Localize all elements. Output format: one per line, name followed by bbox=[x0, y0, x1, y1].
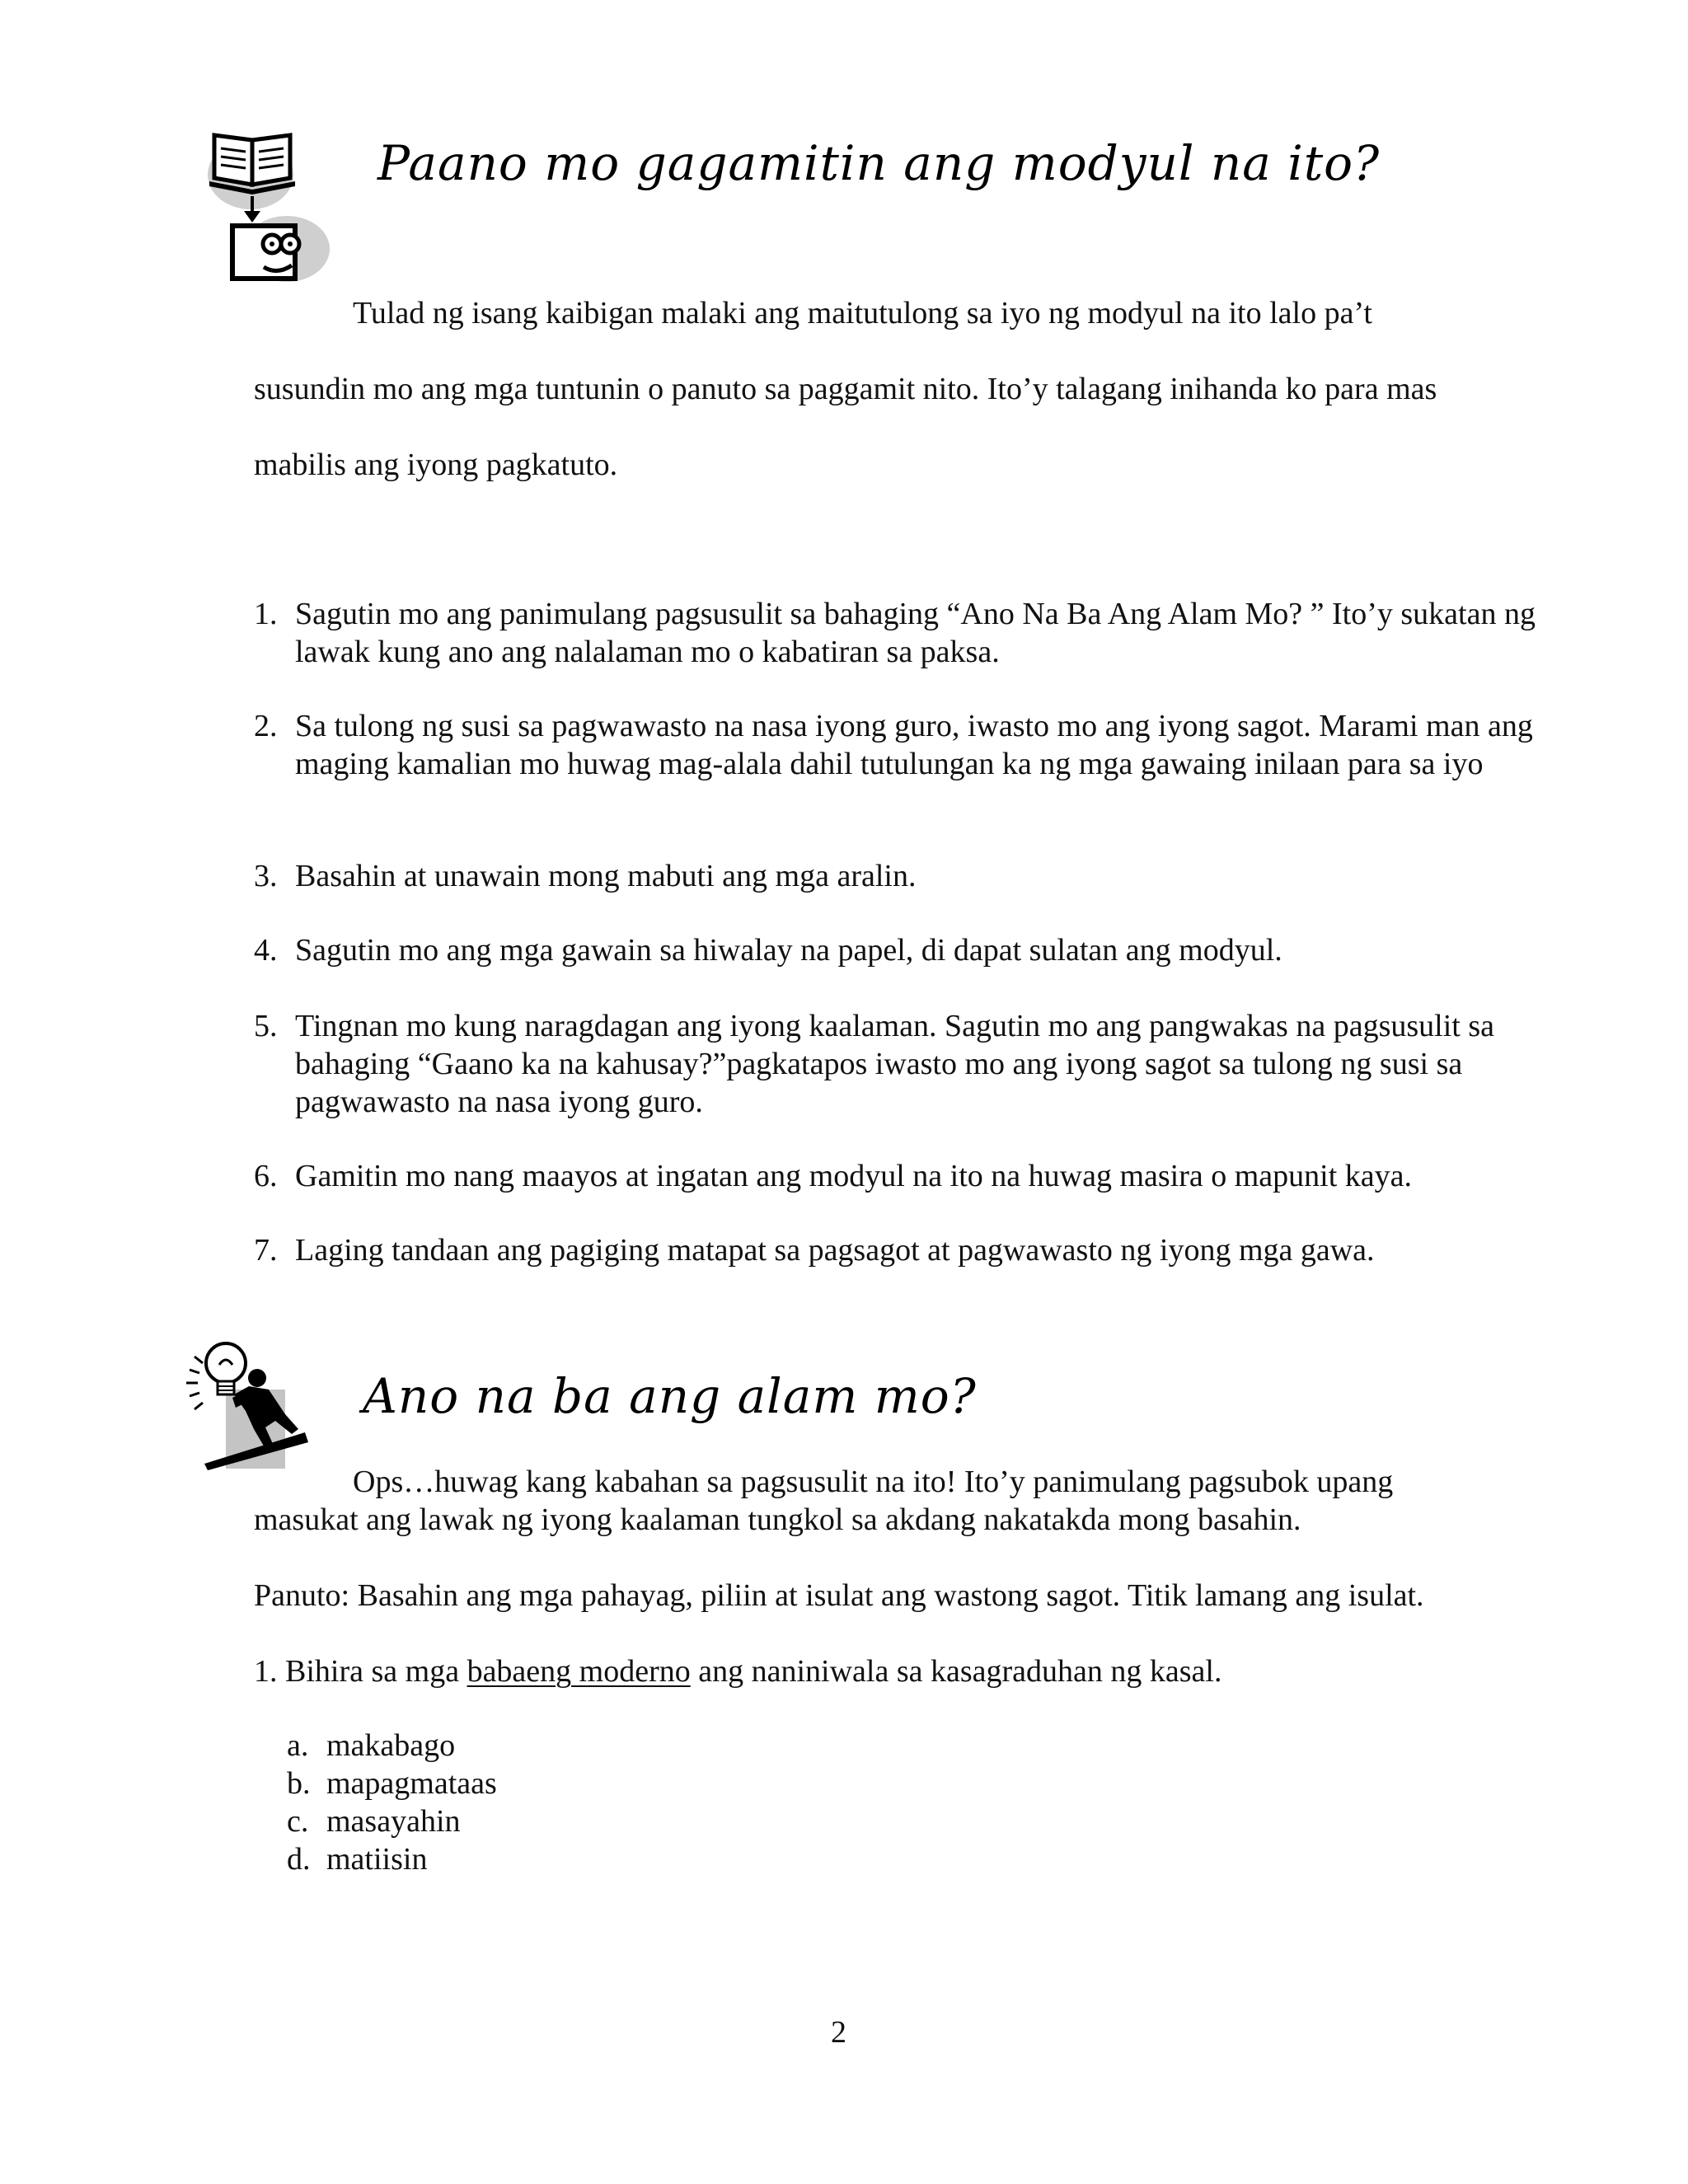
step-number: 6. bbox=[254, 1159, 278, 1193]
intro-line-1: Tulad ng isang kaibigan malaki ang maitutulong sa iyo ng modyul na ito lalo pa’t bbox=[353, 296, 1372, 330]
choice-d bbox=[287, 1841, 427, 1877]
step-text: Basahin at unawain mong mabuti ang mga aralin. bbox=[295, 859, 917, 893]
test-instructions: Panuto: Basahin ang mga pahayag, piliin at isulat ang wastong sagot. Titik lamang ang isulat. bbox=[254, 1578, 1424, 1613]
step-number: 1. bbox=[254, 597, 278, 631]
step-text: Gamitin mo nang maayos at ingatan ang modyul na ito na huwag masira o mapunit kaya. bbox=[295, 1159, 1413, 1193]
choice-c bbox=[287, 1803, 461, 1840]
choice-letter: a. bbox=[287, 1728, 309, 1763]
choice-text: makabago bbox=[326, 1728, 456, 1763]
step-number: 4. bbox=[254, 933, 278, 968]
page-number: 2 bbox=[831, 2015, 846, 2050]
intro-line-2: susundin mo ang mga tuntunin o panuto sa paggamit nito. Ito’y talagang inihanda ko para mas bbox=[254, 372, 1437, 406]
section-heading-usage: Paano mo gagamitin ang modyul na ito? bbox=[377, 135, 1381, 191]
pretest-intro-line-2: masukat ang lawak ng iyong kaalaman tungkol sa akdang nakatakda mong basahin. bbox=[254, 1502, 1301, 1537]
step-text: Sagutin mo ang panimulang pagsusulit sa bahaging “Ano Na Ba Ang Alam Mo? ” Ito’y sukatan ng lawak kung ano ang nalalaman mo o kabatiran sa paksa. bbox=[295, 597, 1536, 669]
choice-letter: c. bbox=[287, 1804, 309, 1839]
step-text: Sagutin mo ang mga gawain sa hiwalay na papel, di dapat sulatan ang modyul. bbox=[295, 933, 1282, 968]
pretest-intro-line-1: Ops…huwag kang kabahan sa pagsusulit na ito! Ito’y panimulang pagsubok upang bbox=[353, 1465, 1394, 1499]
section-heading-pretest: Ano na ba ang alam mo? bbox=[363, 1368, 977, 1424]
question-number: 1. bbox=[254, 1654, 278, 1689]
choice-letter: b. bbox=[287, 1766, 311, 1801]
answer-choices bbox=[287, 0, 699, 1896]
intro-line-3: mabilis ang iyong pagkatuto. bbox=[254, 448, 618, 482]
choice-text: masayahin bbox=[326, 1804, 461, 1839]
choice-text: mapagmataas bbox=[326, 1766, 497, 1801]
step-text: Tingnan mo kung naragdagan ang iyong kaalaman. Sagutin mo ang pangwakas na pagsusulit sa bahaging “Gaano ka na kahusay?”pagkatapos iwasto mo ang iyong sagot sa tulong ng susi sa pagwawasto na nasa iyong guro. bbox=[295, 1009, 1494, 1119]
choice-a bbox=[287, 1727, 455, 1764]
choice-text: matiisin bbox=[326, 1842, 428, 1877]
step-number: 3. bbox=[254, 859, 278, 893]
step-number: 7. bbox=[254, 1233, 278, 1268]
step-number: 2. bbox=[254, 709, 278, 743]
step-number: 5. bbox=[254, 1009, 278, 1043]
step-text: Sa tulong ng susi sa pagwawasto na nasa iyong guro, iwasto mo ang iyong sagot. Marami man ang maging kamalian mo huwag mag-alala dahil tutulungan ka ng mga gawaing inilaan para sa iyo bbox=[295, 709, 1533, 781]
question-text-before: Bihira sa mga bbox=[285, 1654, 467, 1689]
choice-b bbox=[287, 1765, 497, 1802]
step-text: Laging tandaan ang pagiging matapat sa pagsagot at pagwawasto ng iyong mga gawa. bbox=[295, 1233, 1375, 1268]
question-text-after: ang naniniwala sa kasagraduhan ng kasal. bbox=[690, 1654, 1222, 1689]
underlined-term: babaeng moderno bbox=[467, 1654, 691, 1689]
choice-letter: d. bbox=[287, 1842, 311, 1877]
